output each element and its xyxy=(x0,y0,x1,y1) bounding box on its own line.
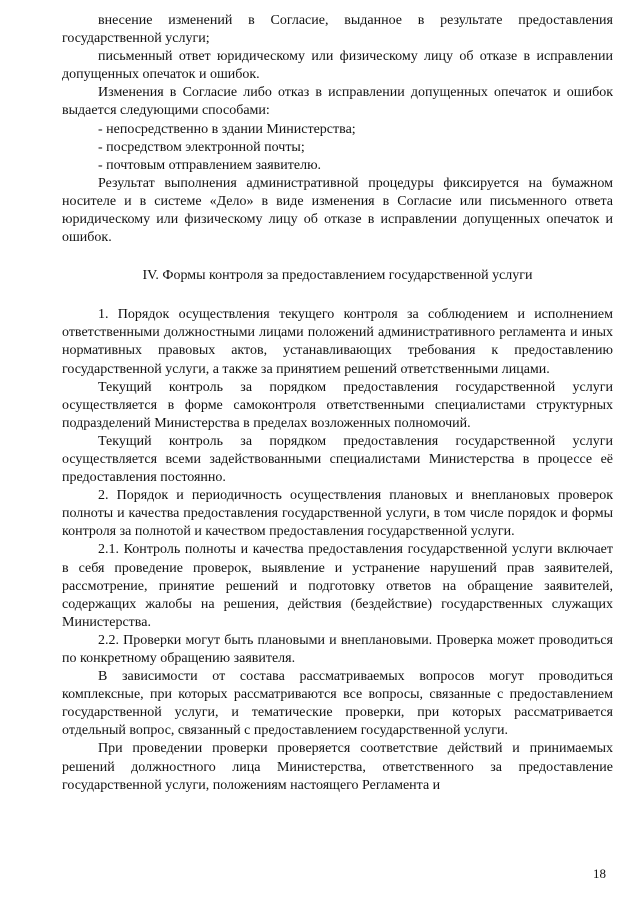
list-item-postal: - почтовым отправлением заявителю. xyxy=(98,157,322,173)
paragraph-ongoing-control: Текущий контроль за порядком предоставления государственной услуги осуществляется всеми задействованными специалистами Министерства в процессе её предоставления постоянно. xyxy=(62,433,613,486)
paragraph-self-control: Текущий контроль за порядком предоставления государственной услуги осуществляется в форме самоконтроля ответственными специалистами структурных подразделений Министерства в пределах возложенных полномочий. xyxy=(62,379,613,431)
paragraph-planned-inspections: 2.2. Проверки могут быть плановыми и внеплановыми. Проверка может проводиться по конкретному обращению заявителя. xyxy=(62,632,613,666)
document-page xyxy=(62,12,613,795)
page-number: 18 xyxy=(593,866,606,881)
paragraph-delivery-methods: Изменения в Согласие либо отказ в исправлении допущенных опечаток и ошибок выдается следующими способами: xyxy=(62,85,613,119)
paragraph-inspection-compliance: При проведении проверки проверяется соответствие действий и принимаемых решений должностного лица Министерства, ответственного за предоставление государственной услуги, положениям настоящего Регламента и xyxy=(62,741,613,793)
paragraph-inspection-types: В зависимости от состава рассматриваемых вопросов могут проводиться комплексные, при которых рассматриваются все вопросы, связанные с предоставлением государственной услуги, и тематические проверки, при которых рассматривается отдельный вопрос, связанный с предоставлением государственной услуги. xyxy=(62,669,613,739)
section-heading: IV. Формы контроля за предоставлением государственной услуги xyxy=(142,268,533,284)
paragraph-current-control: 1. Порядок осуществления текущего контроля за соблюдением и исполнением ответственными должностными лицами положений административного регламента и иных нормативных правовых актов, устанавливающих требования к предоставлению государственной услуги, а также за принятием решений ответственными лицами. xyxy=(62,307,613,377)
paragraph-amendment: внесение изменений в Согласие, выданное в результате предоставления государственной услуги; xyxy=(62,13,613,47)
paragraph-inspections-order: 2. Порядок и периодичность осуществления плановых и внеплановых проверок полноты и качества предоставления государственной услуги, в том числе порядок и формы контроля за полнотой и качеством предоставления государственной услуги. xyxy=(62,488,613,540)
paragraph-quality-control: 2.1. Контроль полноты и качества предоставления государственной услуги включает в себя проведение проверок, выявление и устранение нарушений прав заявителей, рассмотрение, принятие решений и подготовку ответов на обращение заявителей, содержащих жалобы на решения, действия (бездействие) государственных служащих Министерства. xyxy=(62,542,613,630)
paragraph-written-response: письменный ответ юридическому или физическому лицу об отказе в исправлении допущенных опечаток и ошибок. xyxy=(62,49,613,83)
list-item-ministry-building: - непосредственно в здании Министерства; xyxy=(98,121,356,137)
paragraph-result: Результат выполнения административной процедуры фиксируется на бумажном носителе и в системе «Дело» в виде изменения в Согласие или письменного ответа юридическому или физическому лицу об отказе в исправлении допущенных опечаток и ошибок. xyxy=(62,175,613,246)
list-item-email: - посредством электронной почты; xyxy=(98,139,305,155)
